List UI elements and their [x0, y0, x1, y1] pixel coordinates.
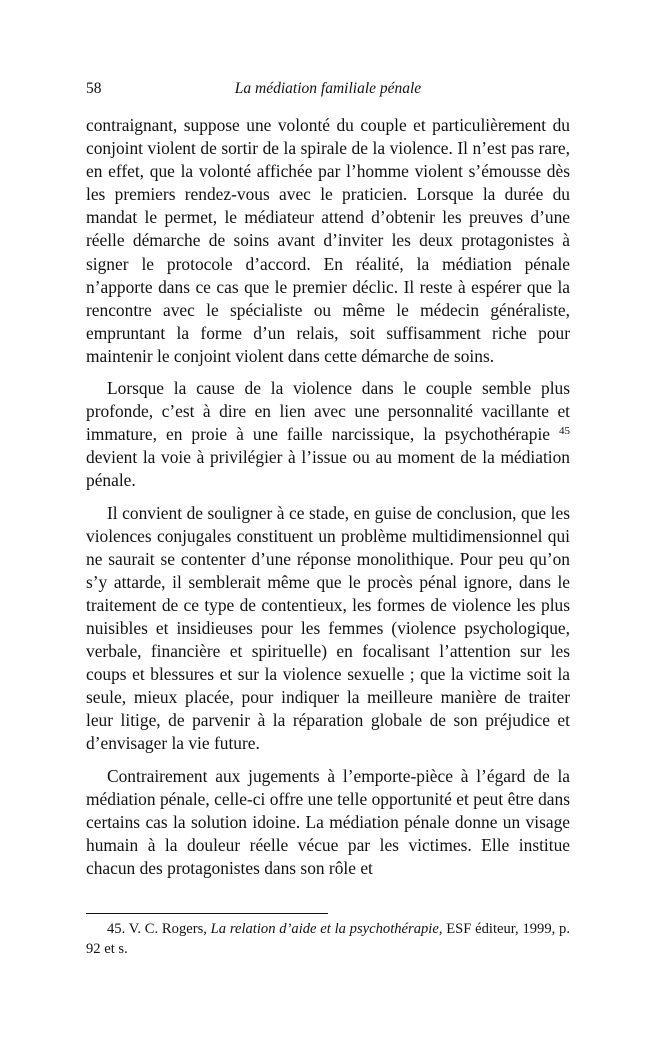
footnote-divider — [86, 913, 328, 914]
running-header — [86, 80, 570, 102]
paragraph-conclusion: Il convient de souligner à ce stade, en guise de conclusion, que les violences conjugales constituent un problème multidimensionnel qui ne saurait se contenter d’une réponse monolithique. Pour peu qu’on s’y attarde, il semblerait même que le procès pénal ignore, dans le traitement de ce type de contentieux, les formes de violence les plus nuisibles et insidieuses pour les femmes (violence psychologique, verbale, financière et spirituelle) en focalisant l’attention sur les coups et blessures et sur la violence sexuelle ; que la victime soit la seule, mieux placée, pour indiquer la meilleure manière de traiter leur litige, de parvenir à la réparation globale de son préjudice et d’envisager la vie future. — [86, 502, 570, 754]
body-text — [86, 114, 570, 889]
running-title: La médiation familiale pénale — [234, 80, 422, 97]
footnote-reference[interactable]: 45 — [559, 425, 570, 438]
book-page — [86, 0, 570, 1037]
paragraph-mediation: Contrairement aux jugements à l’emporte-pièce à l’égard de la médiation pénale, celle-ci offre une telle opportunité et peut être dans certains cas la solution idoine. La médiation pénale donne un visage humain à la douleur réelle vécue par les victimes. Elle institue chacun des protagonistes dans son rôle et — [86, 765, 570, 878]
footnote-number: 45. — [107, 921, 126, 937]
footnote-title: La relation d’aide et la psychothérapie — [210, 921, 439, 937]
footnote — [86, 920, 570, 959]
footnote-author: V. C. Rogers, — [125, 921, 211, 937]
paragraph-text: devient la voie à privilégier à l’issue ou au moment de la médiation pénale. — [86, 447, 570, 491]
page-number: 58 — [86, 80, 102, 97]
paragraph-psychotherapy — [86, 377, 570, 492]
paragraph-text: Lorsque la cause de la violence dans le couple semble plus profonde, c’est à dire en lien avec une personnalité vacillante et immature, en proie à une faille narcissique, la psychothérapie — [86, 378, 570, 445]
paragraph-continuation: contraignant, suppose une volonté du couple et particulièrement du conjoint violent de sortir de la spirale de la violence. Il n’est pas rare, en effet, que la volonté affichée par l’homme violent s’émousse dès les premiers rendez-vous avec le praticien. Lorsque la durée du mandat le permet, le médiateur attend d’obtenir les preuves d’une réelle démarche de soins avant d’inviter les deux protagonistes à signer le protocole d’accord. En réalité, la médiation pénale n’apporte dans ce cas que le premier déclic. Il reste à espérer que la rencontre avec le spécialiste ou même le médecin généraliste, empruntant la forme d’un relais, soit suffisamment riche pour maintenir le conjoint violent dans cette démarche de soins. — [86, 115, 570, 366]
footnote-details: , ESF éditeur, 1999, p. 92 et s. — [86, 921, 570, 957]
